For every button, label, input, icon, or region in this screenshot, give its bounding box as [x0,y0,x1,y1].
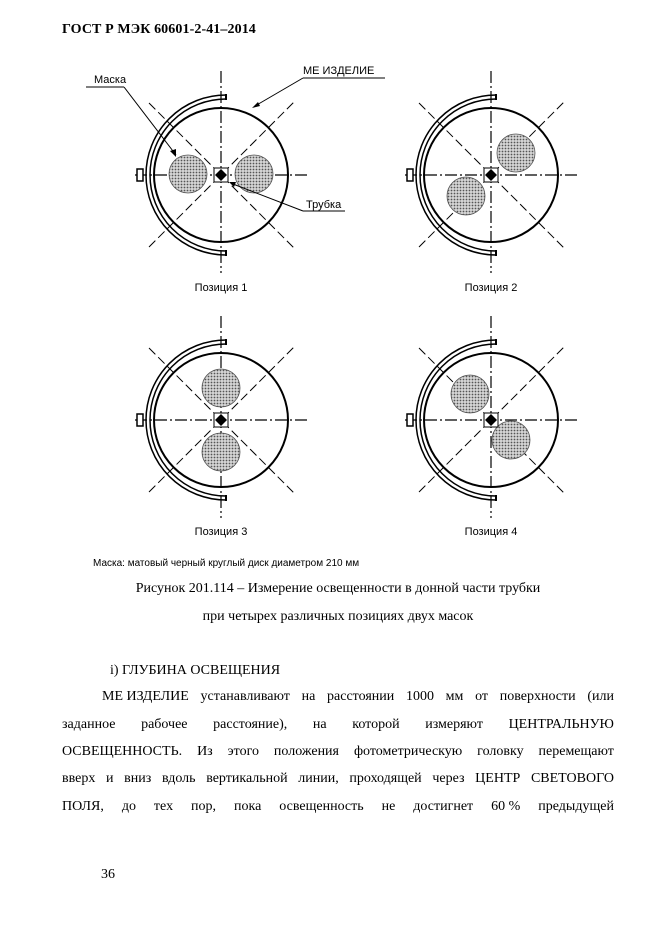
paragraph-word: измеряют [425,717,483,732]
paragraph-line-1 [102,689,614,705]
mask-disc [202,369,240,407]
paragraph-word: Из [197,744,213,759]
position-2-label: Позиция 2 [464,282,518,294]
paragraph-line-3 [62,744,614,760]
paragraph-word: устанавливают [200,689,290,704]
mount-bracket [407,169,413,181]
paragraph-word: ОСВЕЩЕННОСТЬ. [62,744,183,759]
paragraph-word: головку [477,744,524,759]
paragraph-word: линии, [298,771,339,786]
position-3-label: Позиция 3 [194,526,248,538]
mount-bracket [137,169,143,181]
mask-label: Маска [94,74,127,86]
document-header: ГОСТ Р МЭК 60601-2-41–2014 [62,22,256,37]
paragraph-word: вверх [62,771,96,786]
paragraph-word: СВЕТОВОГО [530,771,614,786]
paragraph-word: до [121,799,136,814]
paragraph-line-2 [62,717,614,733]
paragraph-word: этого [227,744,259,759]
mask-disc [202,433,240,471]
mask-note: Маска: матовый черный круглый диск диаметром 210 мм [93,558,360,569]
paragraph-word: вдоль [161,771,196,786]
paragraph-word: фотометрическую [353,744,463,759]
page-number: 36 [101,867,115,882]
paragraph-word: и [106,771,114,786]
paragraph-word: рабочее [141,717,188,732]
mask-disc [169,155,207,193]
mask-disc [451,375,489,413]
paragraph-word: мм [445,689,464,704]
me-device-label: МЕ ИЗДЕЛИЕ [303,65,375,77]
tube-label: Трубка [306,199,342,211]
paragraph-word: расстояние), [213,717,288,732]
paragraph-word: 60 % [491,799,521,814]
paragraph-line-5 [62,799,614,815]
paragraph-word: от [475,689,489,704]
paragraph-word: ПОЛЯ, [62,799,104,814]
paragraph-word: вертикальной [206,771,288,786]
figure-caption-line-1: Рисунок 201.114 – Измерение освещенности в донной части трубки [135,581,541,596]
position-1-label: Позиция 1 [194,282,248,294]
paragraph-word: поверхности [499,689,576,704]
paragraph-word: положения [273,744,339,759]
paragraph-word: расстоянии [327,689,395,704]
paragraph-word: МЕ ИЗДЕЛИЕ [102,689,189,704]
paragraph-word: на [312,717,327,732]
paragraph-word: (или [587,689,614,704]
section-title: i) ГЛУБИНА ОСВЕЩЕНИЯ [110,663,281,678]
position-4-label: Позиция 4 [464,526,518,538]
paragraph-word: вниз [124,771,152,786]
paragraph-word: 1000 [405,689,434,704]
paragraph-word: пор, [191,799,217,814]
paragraph-word: пока [234,799,262,814]
mask-disc [447,177,485,215]
paragraph-word: перемещают [538,744,614,759]
paragraph-word: освещенность [279,799,364,814]
paragraph-word: заданное [62,717,116,732]
paragraph-word: ЦЕНТР [475,771,521,786]
paragraph-word: не [381,799,396,814]
paragraph-word: тех [153,799,174,814]
mask-disc [497,134,535,172]
mount-bracket [407,414,413,426]
paragraph-word: проходящей [349,771,422,786]
paragraph-word: на [301,689,316,704]
figure-caption-line-2: при четырех различных позициях двух масок [202,609,474,624]
paragraph-word: предыдущей [538,799,614,814]
paragraph-word: достигнет [413,799,474,814]
paragraph-word: ЦЕНТРАЛЬНУЮ [508,717,614,732]
paragraph-word: которой [352,717,400,732]
paragraph-line-4 [62,771,614,787]
paragraph-word: через [432,771,465,786]
mount-bracket [137,414,143,426]
